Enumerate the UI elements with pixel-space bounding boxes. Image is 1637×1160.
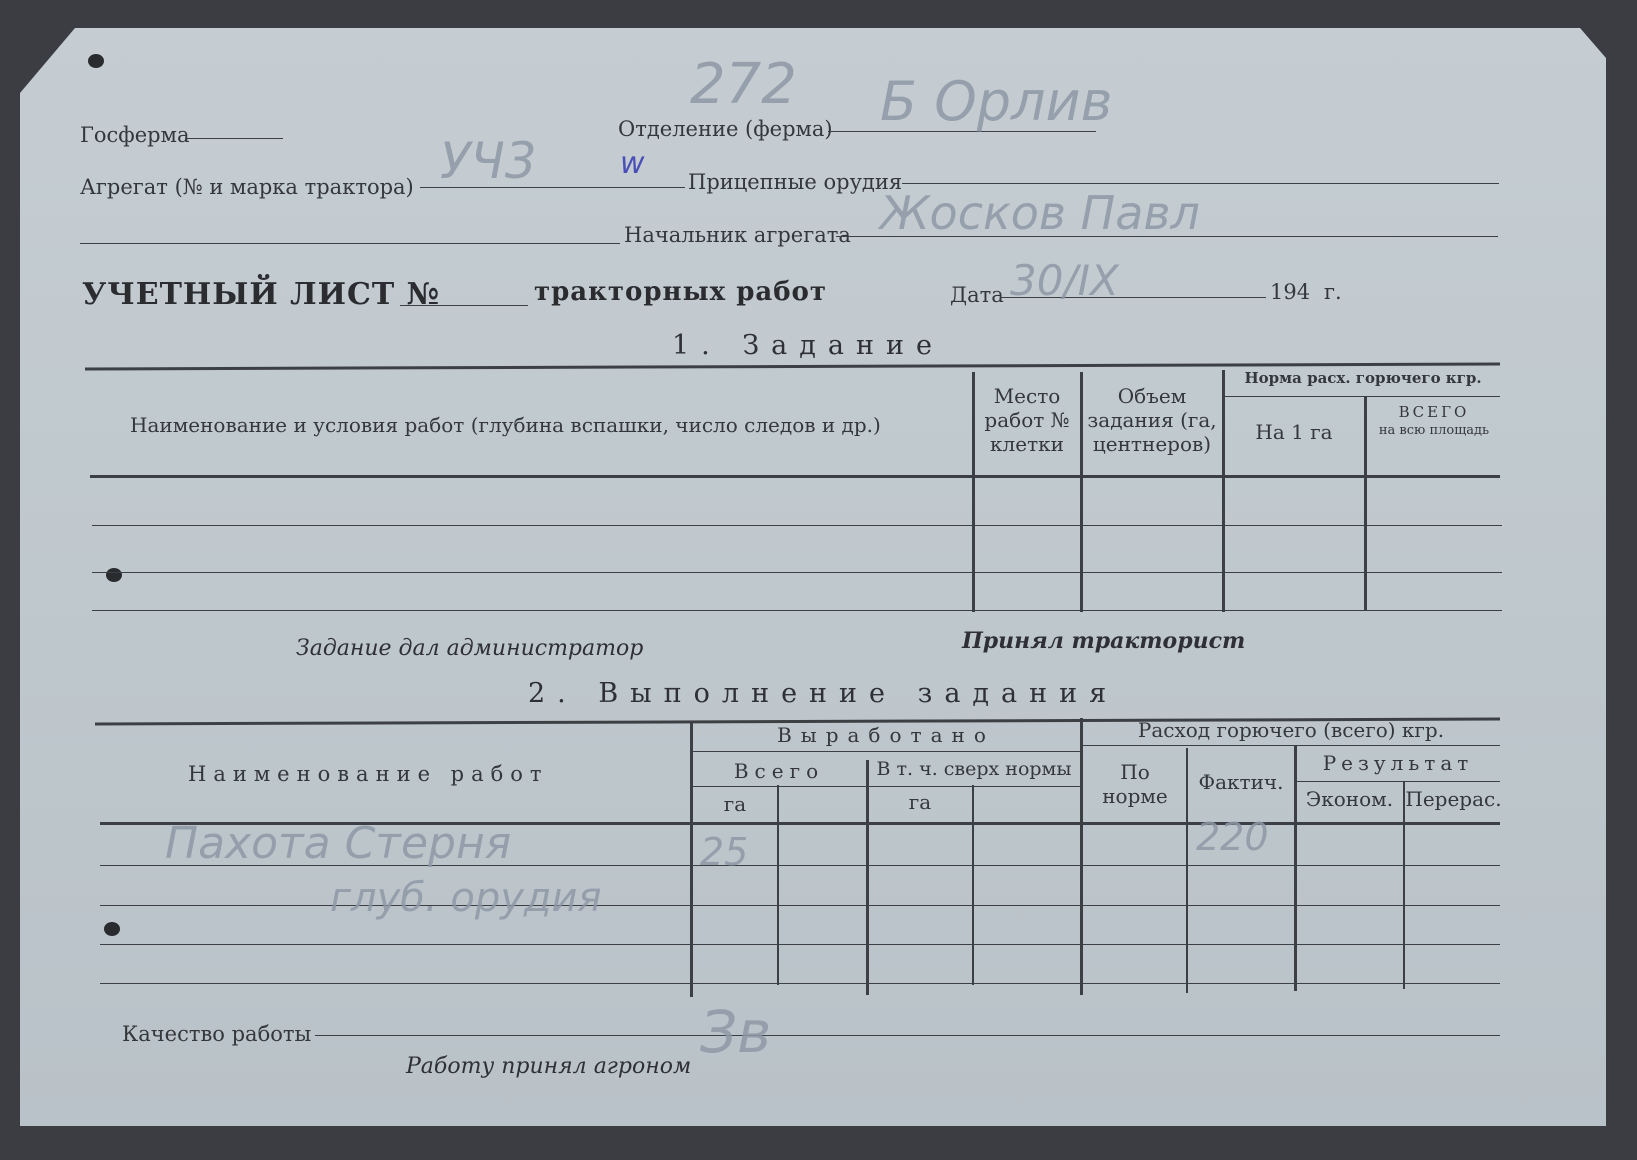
handwritten-number: 272 xyxy=(690,52,797,117)
s2-ga2: га xyxy=(908,790,932,814)
s2-col-name: Наименование работ xyxy=(188,762,549,786)
handwritten-otdelenie: Б Орлив xyxy=(880,70,1113,133)
s2-col-ponorme: По норме xyxy=(1102,760,1168,808)
nachalnik-left-line xyxy=(80,243,620,244)
s1-col-norma: Норма расх. горючего кгр. xyxy=(1244,369,1482,387)
sheet-title-suffix: тракторных работ xyxy=(534,277,828,307)
s2-v-result xyxy=(1294,746,1297,991)
sign-admin: Задание дал администратор xyxy=(296,636,644,661)
punch-hole-bottom xyxy=(104,922,120,936)
handwritten-date: 30/IX xyxy=(1010,256,1119,305)
s2-col-fakt: Фактич. xyxy=(1198,770,1284,794)
section1-title: 1. Задание xyxy=(672,330,944,361)
s2-v-rashod xyxy=(1080,718,1083,995)
gosferma-line xyxy=(185,138,283,139)
s2-rashod-sub-rule xyxy=(1082,745,1500,746)
handwritten-fakt-value: 220 xyxy=(1196,815,1269,859)
handwritten-work-line1: Пахота Стерня xyxy=(165,818,512,869)
s1-v3 xyxy=(1222,370,1225,612)
s2-result-sub-rule xyxy=(1296,781,1500,782)
pricep-label: Прицепные орудия xyxy=(688,170,903,194)
gosferma-label: Госферма xyxy=(80,123,190,147)
s2-col-vyrab: Выработано xyxy=(777,723,995,747)
punch-hole-middle xyxy=(106,568,122,582)
s2-ga1: га xyxy=(723,792,747,816)
s1-header-bottom xyxy=(90,475,1500,478)
s1-norma-sub-rule xyxy=(1224,396,1500,397)
kachestvo-label: Качество работы xyxy=(122,1022,312,1046)
nachalnik-label: Начальник агрегата xyxy=(624,223,851,247)
year-suffix: г. xyxy=(1324,280,1342,304)
section2-title: 2. Выполнение задания xyxy=(528,678,1119,709)
handwritten-work-line2: глуб. орудия xyxy=(330,875,602,921)
sheet-title: УЧЕТНЫЙ ЛИСТ № xyxy=(82,277,441,312)
s1-row3 xyxy=(92,610,1502,611)
s2-v-sverh2 xyxy=(972,785,974,985)
pricep-line xyxy=(902,183,1499,184)
handwritten-quality: Зв xyxy=(700,998,772,1066)
s2-row4 xyxy=(100,983,1500,984)
s1-col-obem: Объем задания (га, центнеров) xyxy=(1087,384,1217,456)
handwritten-nachalnik: Жосков Павл xyxy=(880,186,1200,240)
sign-tractor: Принял тракторист xyxy=(962,628,1246,654)
date-label: Дата xyxy=(950,283,1004,307)
s2-row3 xyxy=(100,944,1500,945)
s1-col-vsego: ВСЕГО xyxy=(1398,403,1470,421)
punch-hole-top xyxy=(88,54,104,68)
s1-col-mesto: Место работ № клетки xyxy=(984,384,1070,456)
s1-col-na1ga: На 1 га xyxy=(1255,420,1333,444)
s2-ga-rule xyxy=(692,786,1080,787)
s2-vyrab-sub-rule xyxy=(692,751,1080,752)
s2-col-sverh: В т. ч. сверх нормы xyxy=(876,758,1072,780)
sheet-number-line xyxy=(400,305,528,306)
handwritten-agregat-mark: w xyxy=(620,146,645,181)
kachestvo-line xyxy=(315,1035,1500,1036)
otdelenie-label: Отделение (ферма) xyxy=(618,117,833,141)
s1-row1 xyxy=(92,525,1502,526)
agregat-label: Агрегат (№ и марка трактора) xyxy=(80,175,414,199)
s1-col-name: Наименование и условия работ (глубина вспашки, число следов и др.) xyxy=(130,413,881,437)
s2-col-pereras: Перерас. xyxy=(1405,787,1502,811)
agronom-label: Работу принял агроном xyxy=(406,1054,692,1079)
handwritten-agregat: УЧ3 xyxy=(440,132,537,190)
s2-col-rashod: Расход горючего (всего) кгр. xyxy=(1137,718,1445,742)
s2-col-result: Результат xyxy=(1322,751,1474,775)
year-label: 194 xyxy=(1270,280,1311,304)
s2-col-vsego: Всего xyxy=(733,759,825,783)
s1-v4 xyxy=(1364,397,1367,610)
s2-row2 xyxy=(100,905,1500,906)
s2-col-ekonom: Эконом. xyxy=(1305,787,1394,811)
s1-row2 xyxy=(92,572,1502,573)
s2-v-pereras xyxy=(1403,782,1405,989)
s1-col-vsego-sub: на всю площадь xyxy=(1378,423,1490,438)
handwritten-vsego-value: 25 xyxy=(700,830,749,874)
